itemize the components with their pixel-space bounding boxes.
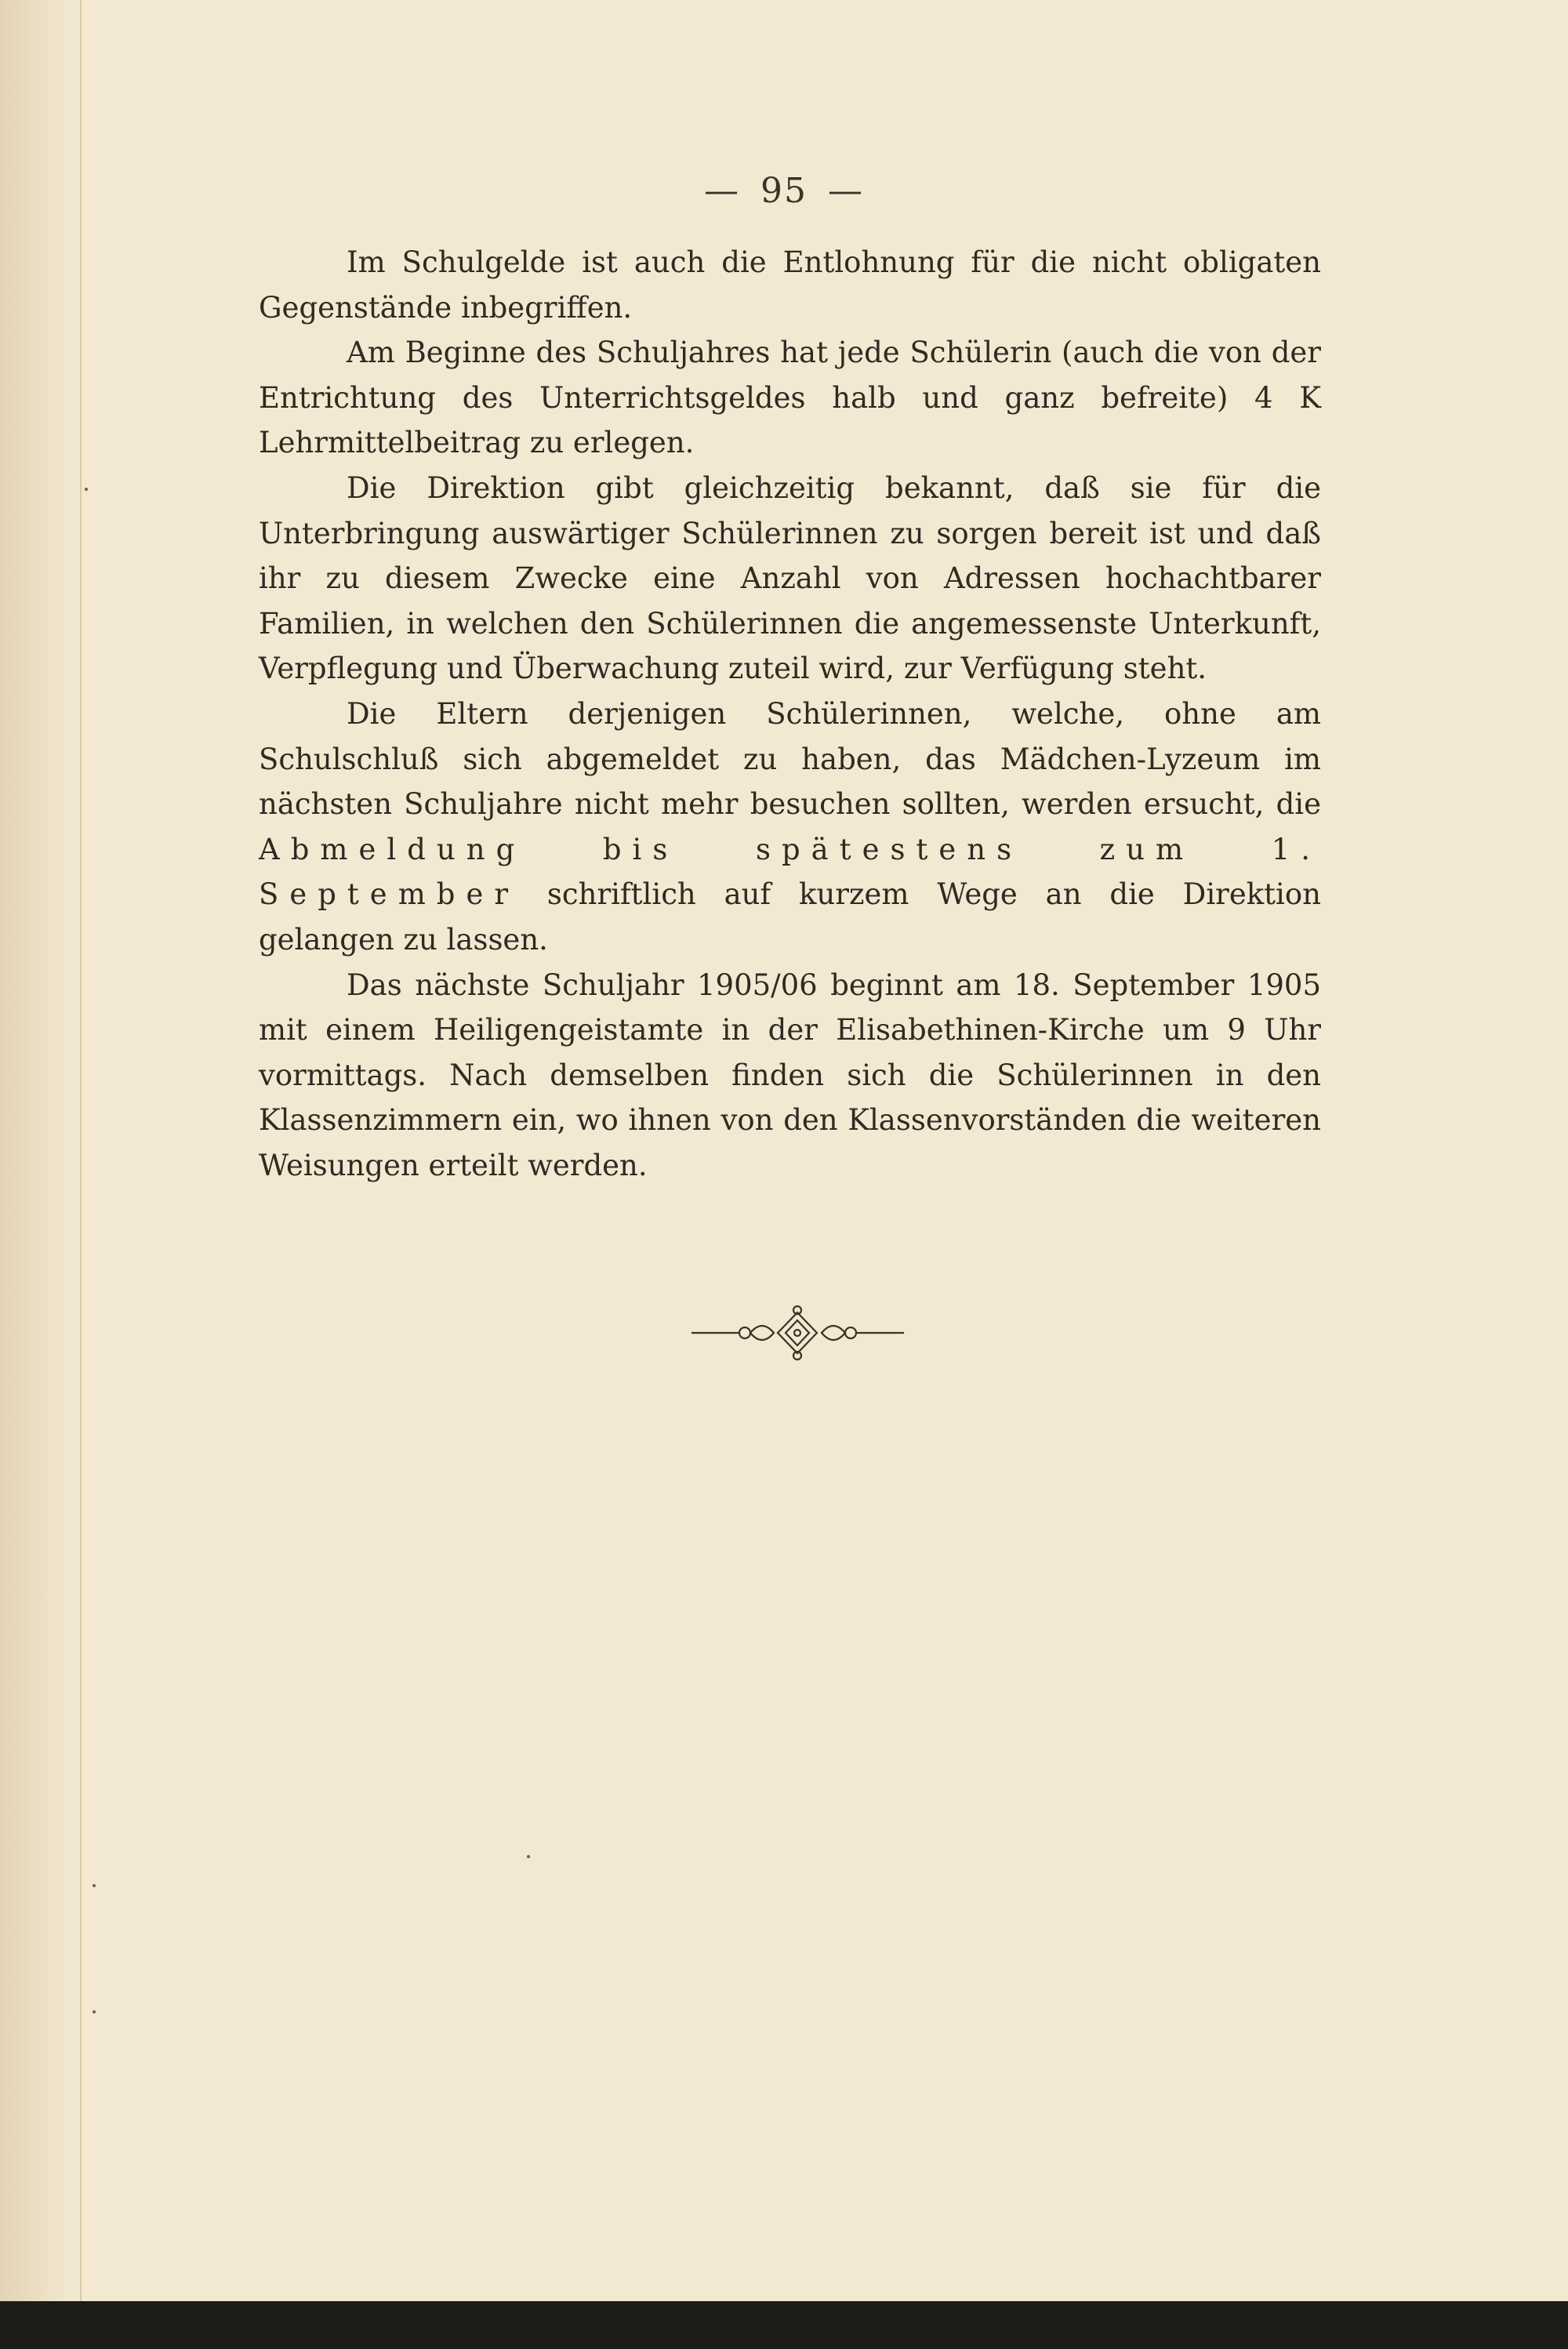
paragraph-school-year-start: Das nächste Schuljahr 1905/06 beginnt am 18. September 1905 mit einem Heiligengeistamte in der Elisabethinen-Kirche um 9 Uhr vormittags. Nach demselben finden sich die Schülerinnen in den Klassenzimmern ein, wo ihnen von den Klassenvorständen die weiteren Weisungen erteilt werden. xyxy=(259,968,1321,1182)
binding-gutter xyxy=(0,0,74,2301)
header-dash-left: — xyxy=(704,171,740,211)
margin-speck xyxy=(527,1855,530,1858)
paragraph-tuition-note: Im Schulgelde ist auch die Entlohnung für die nicht obligaten Gegenstände inbegriffen. xyxy=(259,245,1321,325)
paragraph-deregistration xyxy=(259,692,1321,963)
margin-speck xyxy=(85,488,88,491)
deregistration-text-after: schriftlich auf kurzem Wege an die Direktion gelangen zu lassen. xyxy=(259,877,1321,957)
page-header xyxy=(0,171,1568,211)
deregistration-text-before: Die Eltern derjenigen Schülerinnen, welche, ohne am Schulschluß sich abgemeldet zu haben, das Mädchen-Lyzeum im nächsten Schuljahre nicht mehr besuchen sollten, werden ersucht, die xyxy=(259,696,1321,822)
body-text xyxy=(259,240,1321,1188)
scroll-ornament-icon xyxy=(690,1303,906,1366)
deregistration-deadline: Abmeldung bis spätestens zum 1. September xyxy=(259,832,1321,912)
header-dash-right: — xyxy=(828,171,864,211)
scan-border xyxy=(0,2301,1568,2349)
margin-speck xyxy=(93,2010,96,2013)
margin-speck xyxy=(93,1884,96,1887)
paragraph-teaching-materials-fee: Am Beginne des Schuljahres hat jede Schülerin (auch die von der Entrichtung des Unterrichtsgeldes halb und ganz befreite) 4 K Lehrmittelbeitrag zu erlegen. xyxy=(259,336,1321,460)
page-number: 95 xyxy=(760,171,808,211)
gutter-line xyxy=(80,0,82,2301)
paragraph-accommodation: Die Direktion gibt gleichzeitig bekannt, daß sie für die Unterbringung auswärtiger Schülerinnen zu sorgen bereit ist und daß ihr zu diesem Zwecke eine Anzahl von Adressen hochachtbarer Familien, in welchen den Schülerinnen die angemessenste Unterkunft, Verpflegung und Überwachung zuteil wird, zur Verfügung steht. xyxy=(259,470,1321,686)
